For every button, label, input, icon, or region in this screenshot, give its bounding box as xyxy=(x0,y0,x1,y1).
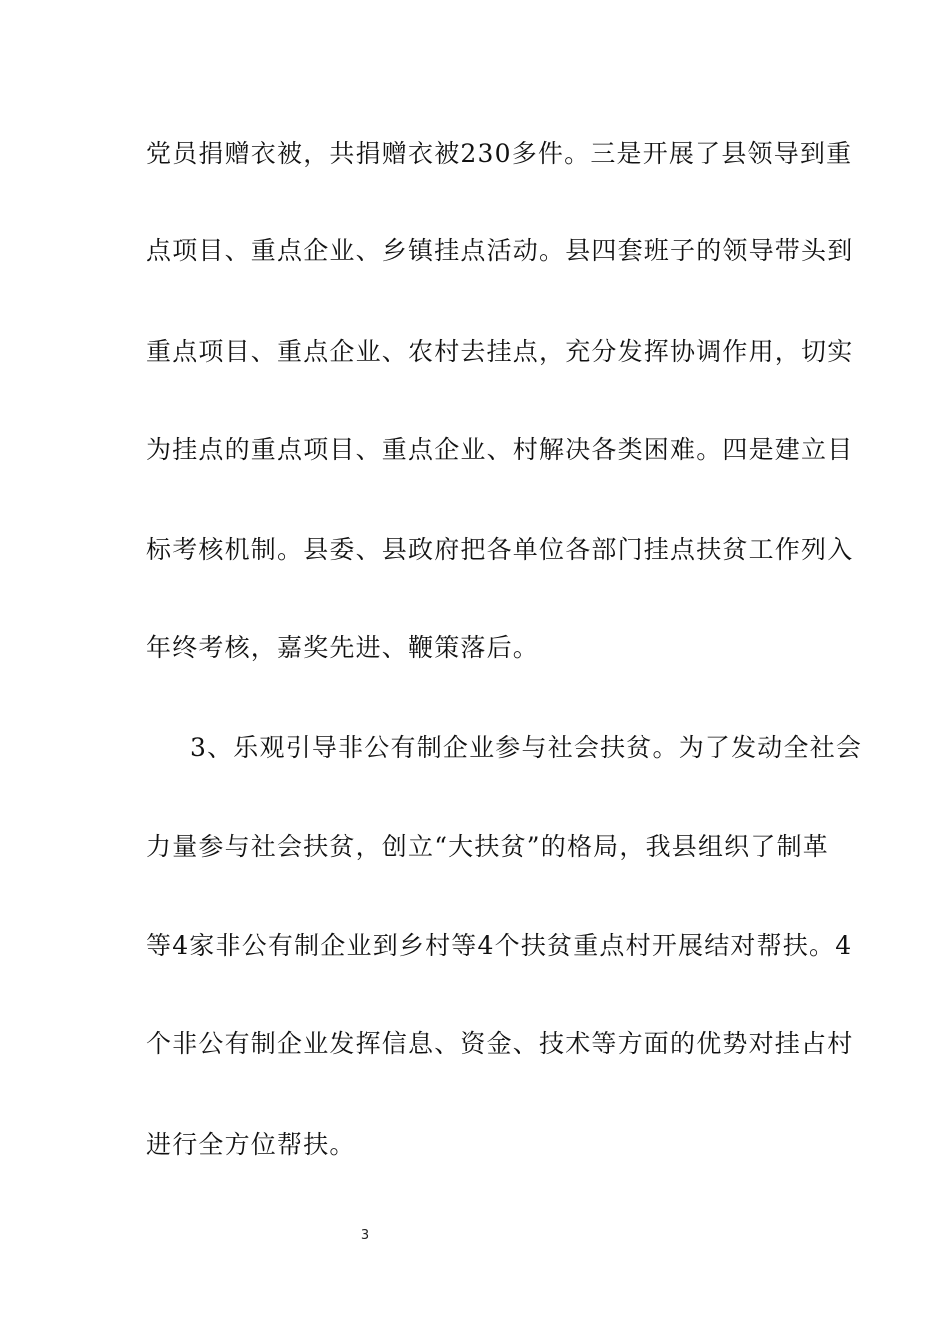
text-line: 进行全方位帮扶。 xyxy=(146,1130,356,1159)
page-number: 3 xyxy=(360,1228,370,1243)
text-line: 等4家非公有制企业到乡村等4个扶贫重点村开展结对帮扶。4 xyxy=(146,931,853,960)
text-line: 个非公有制企业发挥信息、资金、技术等方面的优势对挂占村 xyxy=(146,1029,854,1058)
text-line: 点项目、重点企业、乡镇挂点活动。县四套班子的领导带头到 xyxy=(146,236,854,265)
text-line: 力量参与社会扶贫，创立“大扶贫”的格局，我县组织了制革 xyxy=(146,832,829,861)
text-line: 年终考核，嘉奖先进、鞭策落后。 xyxy=(146,633,540,662)
text-line: 重点项目、重点企业、农村去挂点，充分发挥协调作用，切实 xyxy=(146,337,854,366)
text-line: 标考核机制。县委、县政府把各单位各部门挂点扶贫工作列入 xyxy=(146,535,854,564)
text-line: 党员捐赠衣被，共捐赠衣被230多件。三是开展了县领导到重 xyxy=(146,139,853,168)
text-line: 为挂点的重点项目、重点企业、村解决各类困难。四是建立目 xyxy=(146,435,854,464)
paragraph-start-line: 3、乐观引导非公有制企业参与社会扶贫。为了发动全社会 xyxy=(190,733,863,762)
